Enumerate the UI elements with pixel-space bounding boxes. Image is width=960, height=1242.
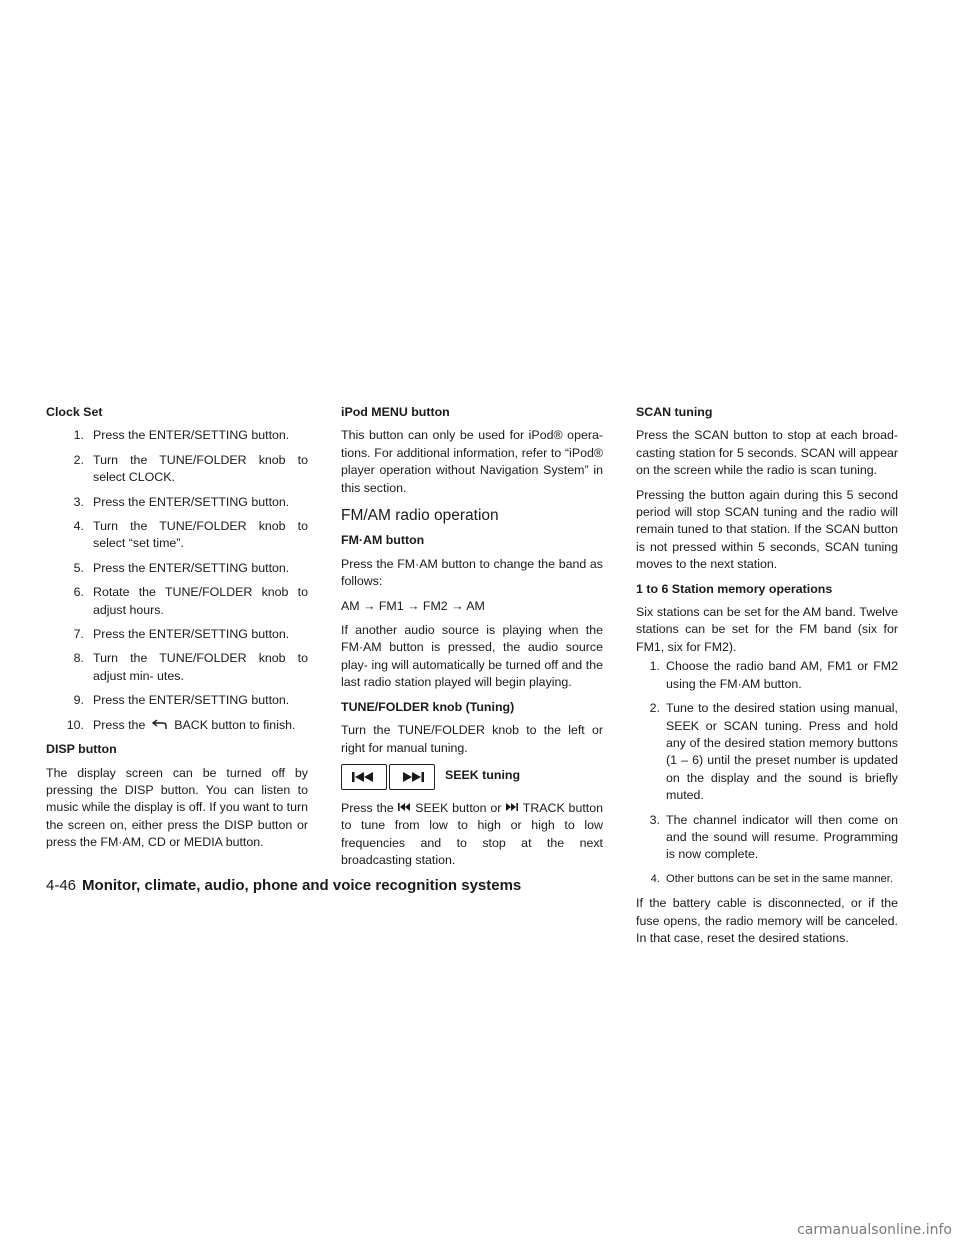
seek-text: Press the SEEK button or TRACK button to tune from low to high or high to low frequencies and to stop at the next broadcasting station. bbox=[341, 800, 603, 868]
battery-note: If the battery cable is disconnected, or if the fuse opens, the radio memory will be canceled. In that case, reset the desired stations. bbox=[636, 896, 898, 945]
skip-back-small-icon bbox=[397, 801, 411, 813]
step-9: 9. Press the ENTER/SETTING button. bbox=[73, 693, 290, 708]
step-1: 1. Press the ENTER/SETTING button. bbox=[73, 428, 290, 443]
column-right bbox=[636, 404, 898, 954]
scan-tuning-text-1: Press the SCAN button to stop at each broad- casting station for 5 seconds. SCAN will appear on the screen while the radio is scan tuning. bbox=[636, 428, 898, 478]
step-6: 6. Rotate the TUNE/FOLDER knob to adjust hours. bbox=[73, 585, 308, 617]
band-cycle: AM → FM1 → FM2 → AM bbox=[341, 598, 485, 613]
station-memory-steps bbox=[636, 658, 898, 888]
fmam-button-text: Press the FM·AM button to change the band as follows: bbox=[341, 556, 603, 589]
step-7: 7. Press the ENTER/SETTING button. bbox=[73, 627, 290, 642]
ipod-menu-heading: iPod MENU button bbox=[341, 405, 450, 419]
step-5: 5. Press the ENTER/SETTING button. bbox=[73, 560, 290, 575]
ipod-menu-text: This button can only be used for iPod® opera- tions. For additional information, refer to “iPod® player operation without Navigation System” in this section. bbox=[341, 428, 603, 495]
tune-folder-text: Turn the TUNE/FOLDER knob to the left or right for manual tuning. bbox=[341, 723, 603, 755]
clock-set-steps bbox=[46, 427, 308, 734]
clock-set-heading: Clock Set bbox=[46, 405, 103, 419]
step-2: 2. Turn the TUNE/FOLDER knob to select CLOCK. bbox=[73, 452, 308, 485]
seek-buttons-figure bbox=[341, 764, 603, 790]
step-4: 4. Turn the TUNE/FOLDER knob to select “set time”. bbox=[73, 519, 308, 551]
section-footer-title: Monitor, climate, audio, phone and voice recognition systems bbox=[82, 877, 522, 894]
memory-step-2: 2. Tune to the desired station using manual, SEEK or SCAN tuning. Press and hold any of the desired station memory buttons (1 – 6) until the preset number is updated on the display and the sound is briefly muted. bbox=[649, 701, 898, 803]
back-arrow-icon bbox=[149, 718, 171, 730]
skip-forward-small-icon bbox=[505, 801, 519, 813]
step-3: 3. Press the ENTER/SETTING button. bbox=[73, 494, 290, 509]
station-memory-heading: 1 to 6 Station memory operations bbox=[636, 581, 833, 596]
step-10: 10. Press the BACK button to finish. bbox=[66, 717, 296, 732]
station-memory-text: Six stations can be set for the AM band. Twelve stations can be set for the FM band (six for FM1, six for FM2). bbox=[636, 605, 898, 654]
step-8: 8. Turn the TUNE/FOLDER knob to adjust min- utes. bbox=[73, 651, 308, 683]
watermark: carmanualsonline.info bbox=[797, 1222, 952, 1238]
fmam-button-heading: FM·AM button bbox=[341, 533, 425, 548]
scan-tuning-text-2: Pressing the button again during this 5 second period will stop SCAN tuning and the radio will remain tuned to that station. If the SCAN button is not pressed within 5 seconds, SCAN tuning moves to the next station. bbox=[636, 487, 898, 572]
column-left bbox=[46, 404, 308, 859]
skip-back-icon bbox=[349, 770, 379, 784]
page-number: 4-46 bbox=[46, 877, 77, 894]
page-footer bbox=[46, 876, 521, 896]
skip-forward-icon bbox=[397, 770, 427, 784]
memory-step-1: 1. Choose the radio band AM, FM1 or FM2 using the FM·AM button. bbox=[649, 659, 898, 691]
seek-tuning-label: SEEK tuning bbox=[445, 767, 521, 782]
fmam-section-title: FM/AM radio operation bbox=[341, 507, 499, 525]
fmam-note: If another audio source is playing when the FM·AM button is pressed, the audio source play- ing will automatically be turned off and the last radio station played will begin playing. bbox=[341, 623, 603, 690]
memory-step-3: 3. The channel indicator will then come on and the sound will resume. Programming is now complete. bbox=[649, 812, 898, 862]
scan-tuning-heading: SCAN tuning bbox=[636, 405, 713, 419]
disp-button-text: The display screen can be turned off by pressing the DISP button. You can listen to music while the display is off. If you want to turn the screen on, either press the DISP button or press the FM·AM, CD or MEDIA button. bbox=[46, 765, 308, 850]
seek-back-button bbox=[341, 764, 387, 790]
seek-forward-button bbox=[389, 764, 435, 790]
disp-button-heading: DISP button bbox=[46, 742, 117, 757]
column-middle bbox=[341, 404, 603, 877]
tune-folder-heading: TUNE/FOLDER knob (Tuning) bbox=[341, 699, 515, 714]
memory-step-4: 4. Other buttons can be set in the same manner. bbox=[650, 872, 893, 885]
